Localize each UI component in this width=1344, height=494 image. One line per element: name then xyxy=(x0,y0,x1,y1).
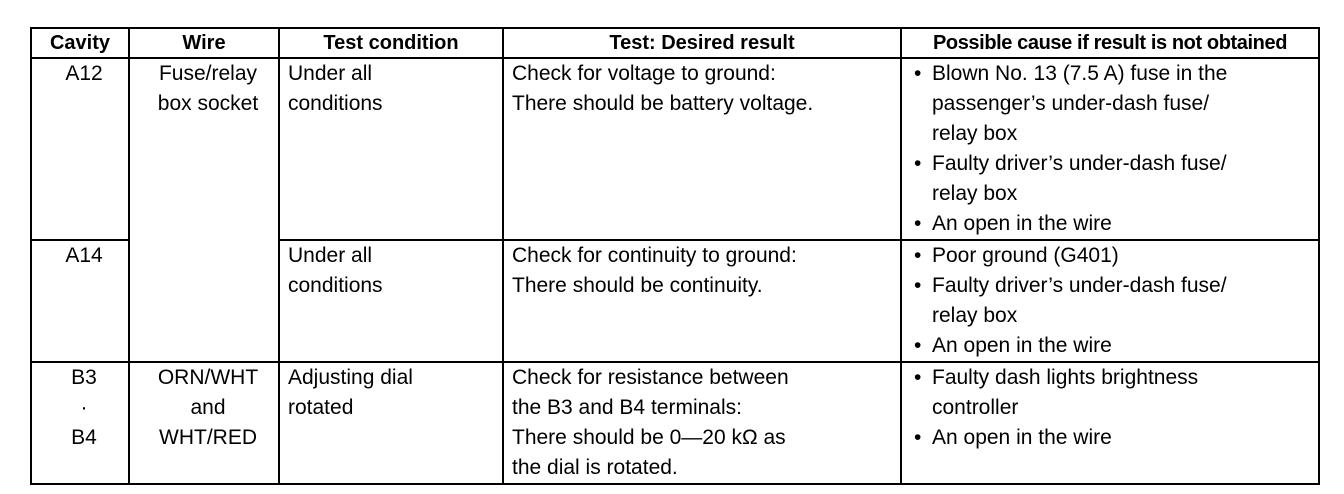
header-row xyxy=(31,28,1319,58)
cavity-cell xyxy=(31,362,129,484)
cause-item xyxy=(910,423,1318,453)
condition-line: Under all xyxy=(288,244,373,267)
cause-line: Blown No. 13 (7.5 A) fuse in the xyxy=(932,62,1228,85)
condition-line: Under all xyxy=(288,62,373,85)
cause-item xyxy=(910,331,1318,361)
header-cavity: Cavity xyxy=(31,28,129,58)
table-row xyxy=(31,362,1319,484)
header-desired-result: Test: Desired result xyxy=(503,28,901,58)
wire-line: ORN/WHT xyxy=(157,366,259,389)
cause-item xyxy=(910,241,1318,271)
desired-result-cell xyxy=(503,58,901,240)
bullet-icon: • xyxy=(914,244,922,267)
cause-list xyxy=(910,59,1318,239)
cause-list xyxy=(910,363,1318,453)
possible-cause-cell xyxy=(901,362,1319,484)
condition-line: conditions xyxy=(288,92,383,115)
possible-cause-cell xyxy=(901,240,1319,362)
cause-line: Faulty driver’s under-dash fuse/ xyxy=(932,152,1227,175)
cause-item xyxy=(910,271,1318,331)
cavity-label: A14 xyxy=(65,244,103,267)
wire-line: box socket xyxy=(157,92,259,115)
desired-result-cell xyxy=(503,240,901,362)
wire-cell xyxy=(129,58,279,362)
table-row xyxy=(31,58,1319,240)
cause-line: Faulty dash lights brightness xyxy=(932,366,1199,389)
diagnostic-table xyxy=(30,27,1320,485)
test-condition-cell xyxy=(279,58,503,240)
condition-line: conditions xyxy=(288,274,383,297)
cause-line: passenger’s under-dash fuse/ xyxy=(932,92,1210,115)
bullet-icon: • xyxy=(914,274,922,297)
cavity-separator: · xyxy=(80,396,88,419)
cause-line: Poor ground (G401) xyxy=(932,244,1119,267)
cause-line: controller xyxy=(932,396,1019,419)
cavity-cell xyxy=(31,240,129,362)
condition-line: Adjusting dial xyxy=(288,366,413,389)
cavity-label: B4 xyxy=(71,426,97,449)
result-line: the dial is rotated. xyxy=(512,456,678,479)
cavity-label: A12 xyxy=(65,62,103,85)
cause-item xyxy=(910,59,1318,149)
result-line: There should be continuity. xyxy=(512,274,763,297)
diagnostic-table-container xyxy=(30,27,1320,485)
result-line: the B3 and B4 terminals: xyxy=(512,396,742,419)
cavity-label: B3 xyxy=(71,366,97,389)
header-wire: Wire xyxy=(129,28,279,58)
cause-item xyxy=(910,363,1318,423)
result-line: There should be battery voltage. xyxy=(512,92,814,115)
result-line: Check for voltage to ground: xyxy=(512,62,776,85)
bullet-icon: • xyxy=(914,152,922,175)
test-condition-cell xyxy=(279,362,503,484)
cause-line: An open in the wire xyxy=(932,212,1112,235)
wire-line: and xyxy=(190,396,226,419)
bullet-icon: • xyxy=(914,62,922,85)
wire-line: Fuse/relay xyxy=(158,62,258,85)
cavity-cell xyxy=(31,58,129,240)
wire-cell xyxy=(129,362,279,484)
cause-line: An open in the wire xyxy=(932,334,1112,357)
bullet-icon: • xyxy=(914,426,922,449)
wire-line: WHT/RED xyxy=(159,426,257,449)
bullet-icon: • xyxy=(914,334,922,357)
desired-result-cell xyxy=(503,362,901,484)
cause-line: relay box xyxy=(932,182,1018,205)
test-condition-cell xyxy=(279,240,503,362)
possible-cause-cell xyxy=(901,58,1319,240)
cause-line: Faulty driver’s under-dash fuse/ xyxy=(932,274,1227,297)
header-possible-cause: Possible cause if result is not obtained xyxy=(901,28,1319,58)
header-test-condition: Test condition xyxy=(279,28,503,58)
condition-line: rotated xyxy=(288,396,354,419)
cause-line: relay box xyxy=(932,122,1018,145)
bullet-icon: • xyxy=(914,212,922,235)
result-line: Check for resistance between xyxy=(512,366,789,389)
cause-line: relay box xyxy=(932,304,1018,327)
bullet-icon: • xyxy=(914,366,922,389)
cause-line: An open in the wire xyxy=(932,426,1112,449)
cause-item xyxy=(910,149,1318,209)
result-line: There should be 0—20 kΩ as xyxy=(512,426,786,449)
result-line: Check for continuity to ground: xyxy=(512,244,797,267)
cause-list xyxy=(910,241,1318,361)
cause-item xyxy=(910,209,1318,239)
